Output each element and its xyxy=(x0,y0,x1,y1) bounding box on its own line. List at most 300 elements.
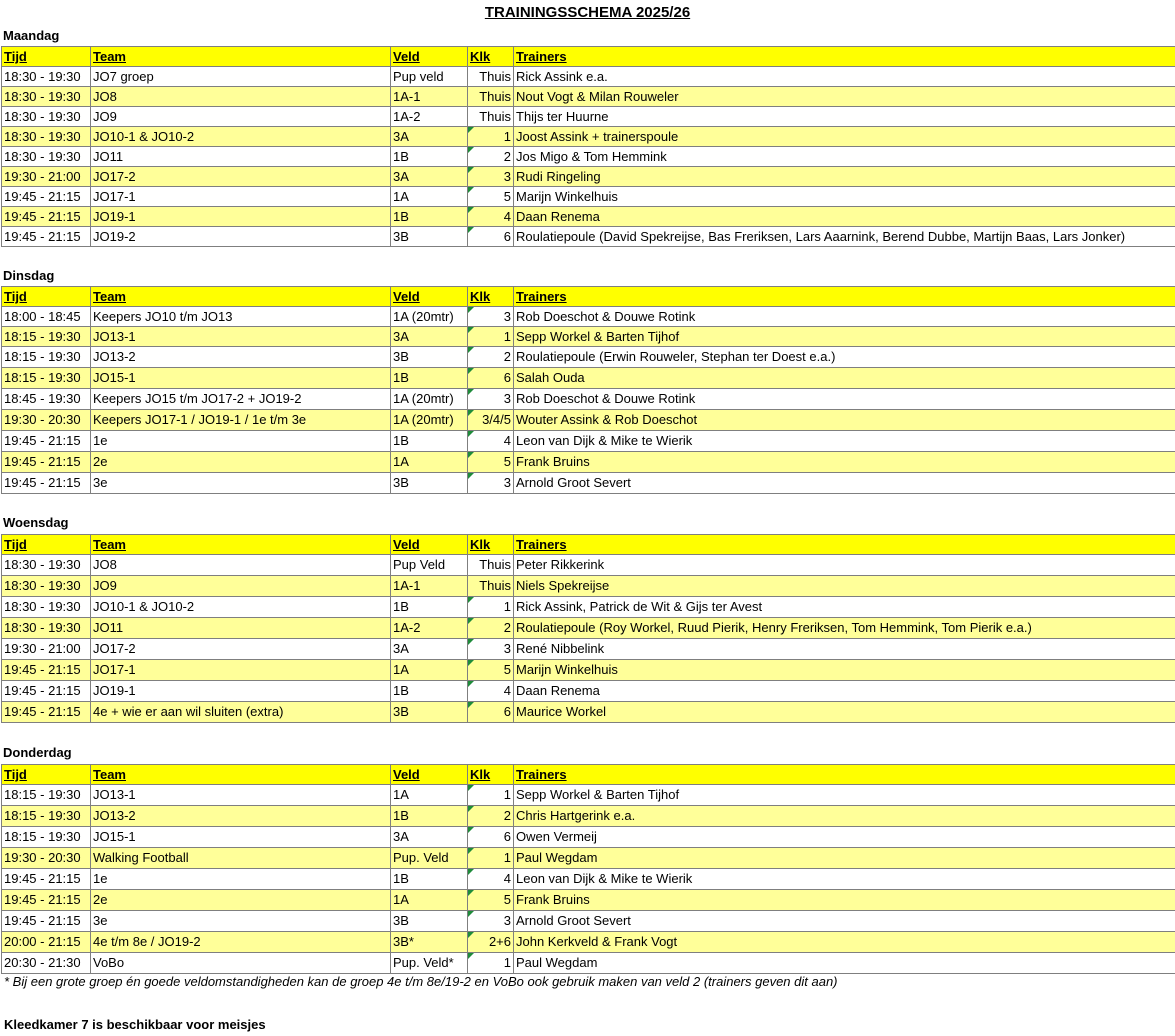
comment-marker-icon xyxy=(468,702,474,708)
cell-veld xyxy=(391,147,468,167)
cell-text: 5 xyxy=(503,454,511,469)
cell-text: 18:30 - 19:30 xyxy=(4,109,81,124)
cell-team xyxy=(91,389,391,410)
cell-text: Arnold Groot Severt xyxy=(516,913,631,928)
cell-trainers xyxy=(514,660,1175,681)
cell-trainers xyxy=(514,368,1175,389)
table-row xyxy=(2,827,1175,848)
cell-trainers xyxy=(514,890,1175,911)
table-row xyxy=(2,869,1175,890)
cell-text: JO13-2 xyxy=(93,349,136,364)
cell-text: 1B xyxy=(393,599,409,614)
cell-text: Pup. Veld xyxy=(393,850,449,865)
cell-veld xyxy=(391,327,468,347)
cell-tijd xyxy=(2,639,91,660)
cell-text: 1e xyxy=(93,871,108,886)
cell-text: Roulatiepoule (Erwin Rouweler, Stephan ter Doest e.a.) xyxy=(516,349,836,364)
cell-text: 19:45 - 21:15 xyxy=(4,433,81,448)
cell-text: 1A xyxy=(393,189,409,204)
cell-team xyxy=(91,555,391,576)
cell-text: 1A (20mtr) xyxy=(393,309,454,324)
cell-team xyxy=(91,187,391,207)
cell-text: Thuis xyxy=(479,109,511,124)
cell-text: JO17-1 xyxy=(93,662,136,677)
cell-trainers xyxy=(514,681,1175,702)
table-header-row xyxy=(2,765,1175,785)
cell-text: JO17-1 xyxy=(93,189,136,204)
cell-tijd xyxy=(2,307,91,327)
cell-text: 3e xyxy=(93,913,108,928)
cell-trainers xyxy=(514,702,1175,723)
cell-team xyxy=(91,368,391,389)
cell-trainers xyxy=(514,597,1175,618)
cell-text: Paul Wegdam xyxy=(516,850,598,865)
cell-text: JO9 xyxy=(93,578,117,593)
cell-trainers xyxy=(514,127,1175,147)
comment-marker-icon xyxy=(468,347,474,353)
cell-trainers xyxy=(514,389,1175,410)
cell-text: JO19-1 xyxy=(93,209,136,224)
cell-text: Thuis xyxy=(479,69,511,84)
cell-klk xyxy=(468,639,514,660)
cell-trainers xyxy=(514,785,1175,806)
cell-team xyxy=(91,307,391,327)
header-col-trainers: Trainers xyxy=(514,765,1175,785)
day-label-maandag: Maandag xyxy=(3,28,60,43)
cell-tijd xyxy=(2,576,91,597)
day-label-dinsdag: Dinsdag xyxy=(3,268,55,283)
cell-trainers xyxy=(514,639,1175,660)
cell-text: 1A xyxy=(393,454,409,469)
table-row xyxy=(2,431,1175,452)
cell-text: 20:00 - 21:15 xyxy=(4,934,81,949)
cell-tijd xyxy=(2,368,91,389)
cell-veld xyxy=(391,87,468,107)
comment-marker-icon xyxy=(468,869,474,875)
cell-trainers xyxy=(514,307,1175,327)
table-row xyxy=(2,597,1175,618)
cell-team xyxy=(91,452,391,473)
cell-text: 4 xyxy=(503,209,511,224)
cell-text: 19:45 - 21:15 xyxy=(4,209,81,224)
table-row xyxy=(2,147,1175,167)
table-header-row xyxy=(2,47,1175,67)
cell-tijd xyxy=(2,702,91,723)
cell-text: 18:15 - 19:30 xyxy=(4,808,81,823)
cell-text: 2 xyxy=(503,349,511,364)
table-row xyxy=(2,953,1175,974)
cell-team xyxy=(91,681,391,702)
table-row xyxy=(2,187,1175,207)
cell-text: 3 xyxy=(503,641,511,656)
cell-tijd xyxy=(2,932,91,953)
comment-marker-icon xyxy=(468,227,474,233)
table-row xyxy=(2,127,1175,147)
cell-text: JO10-1 & JO10-2 xyxy=(93,129,195,144)
cell-text: 18:15 - 19:30 xyxy=(4,829,81,844)
cell-trainers xyxy=(514,932,1175,953)
cell-tijd xyxy=(2,67,91,87)
cell-veld xyxy=(391,618,468,639)
cell-klk xyxy=(468,347,514,368)
cell-veld xyxy=(391,207,468,227)
cell-text: 1A xyxy=(393,892,409,907)
table-row xyxy=(2,327,1175,347)
cell-trainers xyxy=(514,87,1175,107)
cell-klk xyxy=(468,597,514,618)
header-col-tijd: Tijd xyxy=(2,287,91,307)
cell-text: Walking Football xyxy=(93,850,189,865)
cell-text: Sepp Workel & Barten Tijhof xyxy=(516,329,680,344)
cell-trainers xyxy=(514,827,1175,848)
cell-team xyxy=(91,869,391,890)
cell-klk xyxy=(468,452,514,473)
table-row xyxy=(2,639,1175,660)
cell-text: 4 xyxy=(503,433,511,448)
comment-marker-icon xyxy=(468,848,474,854)
cell-text: Keepers JO10 t/m JO13 xyxy=(93,309,233,324)
cell-text: Sepp Workel & Barten Tijhof xyxy=(516,787,680,802)
cell-team xyxy=(91,410,391,431)
cell-veld xyxy=(391,681,468,702)
cell-tijd xyxy=(2,147,91,167)
cell-trainers xyxy=(514,207,1175,227)
cell-veld xyxy=(391,473,468,494)
cell-veld xyxy=(391,127,468,147)
header-col-team: Team xyxy=(91,535,391,555)
cell-veld xyxy=(391,107,468,127)
cell-klk xyxy=(468,410,514,431)
cell-team xyxy=(91,660,391,681)
cell-text: JO19-2 xyxy=(93,229,136,244)
cell-text: Thuis xyxy=(479,557,511,572)
cell-text: JO13-1 xyxy=(93,329,136,344)
page-title: TRAININGSSCHEMA 2025/26 xyxy=(484,4,691,21)
cell-klk xyxy=(468,848,514,869)
cell-text: 2e xyxy=(93,892,108,907)
cell-tijd xyxy=(2,869,91,890)
header-col-klk: Klk xyxy=(468,765,514,785)
table-row xyxy=(2,452,1175,473)
cell-text: 3A xyxy=(393,641,409,656)
cell-klk xyxy=(468,187,514,207)
cell-trainers xyxy=(514,147,1175,167)
cell-text: Leon van Dijk & Mike te Wierik xyxy=(516,433,693,448)
table-row xyxy=(2,368,1175,389)
comment-marker-icon xyxy=(468,597,474,603)
cell-text: 3/4/5 xyxy=(482,412,511,427)
cell-tijd xyxy=(2,187,91,207)
cell-text: 18:30 - 19:30 xyxy=(4,129,81,144)
cell-text: 18:30 - 19:30 xyxy=(4,89,81,104)
cell-text: 1B xyxy=(393,209,409,224)
comment-marker-icon xyxy=(468,368,474,374)
cell-tijd xyxy=(2,911,91,932)
cell-text: Frank Bruins xyxy=(516,892,590,907)
cell-text: 18:30 - 19:30 xyxy=(4,578,81,593)
cell-text: Marijn Winkelhuis xyxy=(516,189,618,204)
table-row xyxy=(2,389,1175,410)
cell-klk xyxy=(468,368,514,389)
comment-marker-icon xyxy=(468,785,474,791)
cell-trainers xyxy=(514,869,1175,890)
cell-tijd xyxy=(2,806,91,827)
cell-team xyxy=(91,953,391,974)
cell-veld xyxy=(391,410,468,431)
cell-text: 2 xyxy=(503,620,511,635)
cell-text: 1A xyxy=(393,662,409,677)
cell-trainers xyxy=(514,473,1175,494)
cell-text: 19:45 - 21:15 xyxy=(4,683,81,698)
cell-klk xyxy=(468,207,514,227)
cell-tijd xyxy=(2,227,91,247)
cell-text: 1B xyxy=(393,370,409,385)
cell-text: 5 xyxy=(503,189,511,204)
cell-text: 19:45 - 21:15 xyxy=(4,189,81,204)
cell-veld xyxy=(391,67,468,87)
cell-text: 18:30 - 19:30 xyxy=(4,69,81,84)
schedule-table-dinsdag xyxy=(1,286,1175,494)
cell-klk xyxy=(468,660,514,681)
cell-veld xyxy=(391,911,468,932)
cell-veld xyxy=(391,806,468,827)
cell-text: Arnold Groot Severt xyxy=(516,475,631,490)
cell-team xyxy=(91,207,391,227)
cell-team xyxy=(91,785,391,806)
comment-marker-icon xyxy=(468,127,474,133)
cell-text: Keepers JO17-1 / JO19-1 / 1e t/m 3e xyxy=(93,412,307,427)
cell-text: Roulatiepoule (Roy Workel, Ruud Pierik, Henry Freriksen, Tom Hemmink, Tom Pierik e.a.) xyxy=(516,620,1032,635)
cell-text: 1e xyxy=(93,433,108,448)
cell-klk xyxy=(468,827,514,848)
cell-text: 3A xyxy=(393,129,409,144)
cell-text: 1B xyxy=(393,808,409,823)
cell-text: Daan Renema xyxy=(516,209,600,224)
comment-marker-icon xyxy=(468,473,474,479)
cell-text: 1 xyxy=(503,850,511,865)
cell-text: 3 xyxy=(503,913,511,928)
cell-tijd xyxy=(2,848,91,869)
comment-marker-icon xyxy=(468,953,474,959)
cell-klk xyxy=(468,576,514,597)
cell-text: 3B xyxy=(393,704,409,719)
cell-text: 3B xyxy=(393,475,409,490)
cell-text: JO9 xyxy=(93,109,117,124)
cell-text: Thuis xyxy=(479,89,511,104)
cell-text: Pup Veld xyxy=(393,557,446,572)
table-row xyxy=(2,785,1175,806)
cell-veld xyxy=(391,639,468,660)
cell-team xyxy=(91,639,391,660)
cell-text: 1A-2 xyxy=(393,109,421,124)
cell-text: 1B xyxy=(393,683,409,698)
closing-note: Kleedkamer 7 is beschikbaar voor meisjes xyxy=(4,1017,266,1032)
cell-klk xyxy=(468,67,514,87)
cell-team xyxy=(91,87,391,107)
cell-klk xyxy=(468,869,514,890)
cell-text: JO10-1 & JO10-2 xyxy=(93,599,195,614)
comment-marker-icon xyxy=(468,452,474,458)
cell-text: Pup. Veld* xyxy=(393,955,454,970)
header-col-tijd: Tijd xyxy=(2,765,91,785)
cell-team xyxy=(91,576,391,597)
cell-text: JO13-2 xyxy=(93,808,136,823)
cell-trainers xyxy=(514,452,1175,473)
cell-text: 19:45 - 21:15 xyxy=(4,229,81,244)
schedule-table-maandag xyxy=(1,46,1175,247)
cell-tijd xyxy=(2,127,91,147)
header-col-tijd: Tijd xyxy=(2,535,91,555)
cell-text: Jos Migo & Tom Hemmink xyxy=(516,149,667,164)
cell-text: 2 xyxy=(503,808,511,823)
cell-text: 18:30 - 19:30 xyxy=(4,557,81,572)
cell-text: 4e t/m 8e / JO19-2 xyxy=(93,934,201,949)
cell-veld xyxy=(391,307,468,327)
cell-tijd xyxy=(2,107,91,127)
cell-text: Thuis xyxy=(479,578,511,593)
cell-text: 3B xyxy=(393,229,409,244)
comment-marker-icon xyxy=(468,431,474,437)
cell-veld xyxy=(391,452,468,473)
comment-marker-icon xyxy=(468,911,474,917)
cell-text: 3 xyxy=(503,391,511,406)
cell-text: 20:30 - 21:30 xyxy=(4,955,81,970)
cell-trainers xyxy=(514,347,1175,368)
header-col-trainers: Trainers xyxy=(514,287,1175,307)
cell-text: 1 xyxy=(503,955,511,970)
cell-tijd xyxy=(2,347,91,368)
cell-klk xyxy=(468,167,514,187)
cell-tijd xyxy=(2,389,91,410)
cell-tijd xyxy=(2,452,91,473)
schedule-table-donderdag xyxy=(1,764,1175,974)
cell-text: Wouter Assink & Rob Doeschot xyxy=(516,412,698,427)
cell-veld xyxy=(391,555,468,576)
cell-klk xyxy=(468,107,514,127)
table-row xyxy=(2,702,1175,723)
cell-text: 1 xyxy=(503,329,511,344)
cell-team xyxy=(91,167,391,187)
cell-text: 5 xyxy=(503,892,511,907)
comment-marker-icon xyxy=(468,660,474,666)
cell-text: Keepers JO15 t/m JO17-2 + JO19-2 xyxy=(93,391,302,406)
comment-marker-icon xyxy=(468,389,474,395)
header-col-veld: Veld xyxy=(391,765,468,785)
cell-klk xyxy=(468,618,514,639)
cell-text: JO13-1 xyxy=(93,787,136,802)
table-header-row xyxy=(2,535,1175,555)
cell-text: 1A-1 xyxy=(393,578,421,593)
cell-text: Rick Assink, Patrick de Wit & Gijs ter Avest xyxy=(516,599,763,614)
comment-marker-icon xyxy=(468,618,474,624)
comment-marker-icon xyxy=(468,147,474,153)
cell-text: 3 xyxy=(503,169,511,184)
cell-klk xyxy=(468,681,514,702)
footnote: * Bij een grote groep én goede veldomstandigheden kan de groep 4e t/m 8e/19-2 en VoBo ook gebruik maken van veld 2 (trainers geven dit aan) xyxy=(4,974,838,989)
table-header-row xyxy=(2,287,1175,307)
header-col-trainers: Trainers xyxy=(514,535,1175,555)
cell-team xyxy=(91,806,391,827)
cell-tijd xyxy=(2,618,91,639)
table-row xyxy=(2,207,1175,227)
cell-text: Joost Assink + trainerspoule xyxy=(516,129,679,144)
cell-text: Nout Vogt & Milan Rouweler xyxy=(516,89,679,104)
cell-text: 6 xyxy=(503,370,511,385)
cell-text: Chris Hartgerink e.a. xyxy=(516,808,636,823)
cell-text: Rudi Ringeling xyxy=(516,169,601,184)
header-col-team: Team xyxy=(91,765,391,785)
cell-veld xyxy=(391,167,468,187)
cell-veld xyxy=(391,187,468,207)
cell-text: 5 xyxy=(503,662,511,677)
cell-text: 1B xyxy=(393,433,409,448)
header-col-team: Team xyxy=(91,287,391,307)
cell-veld xyxy=(391,597,468,618)
cell-text: 18:15 - 19:30 xyxy=(4,370,81,385)
cell-klk xyxy=(468,806,514,827)
cell-text: JO11 xyxy=(93,149,124,164)
cell-trainers xyxy=(514,618,1175,639)
cell-team xyxy=(91,473,391,494)
cell-team xyxy=(91,227,391,247)
table-row xyxy=(2,806,1175,827)
cell-tijd xyxy=(2,681,91,702)
comment-marker-icon xyxy=(468,932,474,938)
cell-text: Thijs ter Huurne xyxy=(516,109,609,124)
cell-text: 18:15 - 19:30 xyxy=(4,329,81,344)
cell-veld xyxy=(391,953,468,974)
cell-text: Roulatiepoule (David Spekreijse, Bas Freriksen, Lars Aaarnink, Berend Dubbe, Martijn Baas, Lars Jonker) xyxy=(516,229,1126,244)
cell-veld xyxy=(391,785,468,806)
header-col-klk: Klk xyxy=(468,287,514,307)
cell-text: 6 xyxy=(503,829,511,844)
cell-klk xyxy=(468,555,514,576)
cell-text: 19:30 - 21:00 xyxy=(4,641,81,656)
cell-trainers xyxy=(514,431,1175,452)
cell-text: 18:00 - 18:45 xyxy=(4,309,81,324)
cell-veld xyxy=(391,431,468,452)
cell-text: JO7 groep xyxy=(93,69,154,84)
cell-text: Marijn Winkelhuis xyxy=(516,662,618,677)
cell-text: Daan Renema xyxy=(516,683,600,698)
cell-team xyxy=(91,890,391,911)
cell-text: JO11 xyxy=(93,620,124,635)
cell-text: 18:30 - 19:30 xyxy=(4,620,81,635)
table-row xyxy=(2,911,1175,932)
cell-tijd xyxy=(2,953,91,974)
cell-tijd xyxy=(2,890,91,911)
cell-trainers xyxy=(514,953,1175,974)
cell-text: Maurice Workel xyxy=(516,704,607,719)
comment-marker-icon xyxy=(468,681,474,687)
cell-text: Rick Assink e.a. xyxy=(516,69,608,84)
cell-text: JO15-1 xyxy=(93,370,136,385)
header-col-klk: Klk xyxy=(468,535,514,555)
cell-text: 4 xyxy=(503,683,511,698)
cell-team xyxy=(91,431,391,452)
table-row xyxy=(2,932,1175,953)
cell-text: 3A xyxy=(393,829,409,844)
day-label-woensdag: Woensdag xyxy=(3,515,69,530)
cell-text: 19:45 - 21:15 xyxy=(4,892,81,907)
header-col-team: Team xyxy=(91,47,391,67)
table-row xyxy=(2,555,1175,576)
cell-tijd xyxy=(2,327,91,347)
cell-veld xyxy=(391,848,468,869)
cell-text: 2 xyxy=(503,149,511,164)
cell-klk xyxy=(468,890,514,911)
comment-marker-icon xyxy=(468,207,474,213)
